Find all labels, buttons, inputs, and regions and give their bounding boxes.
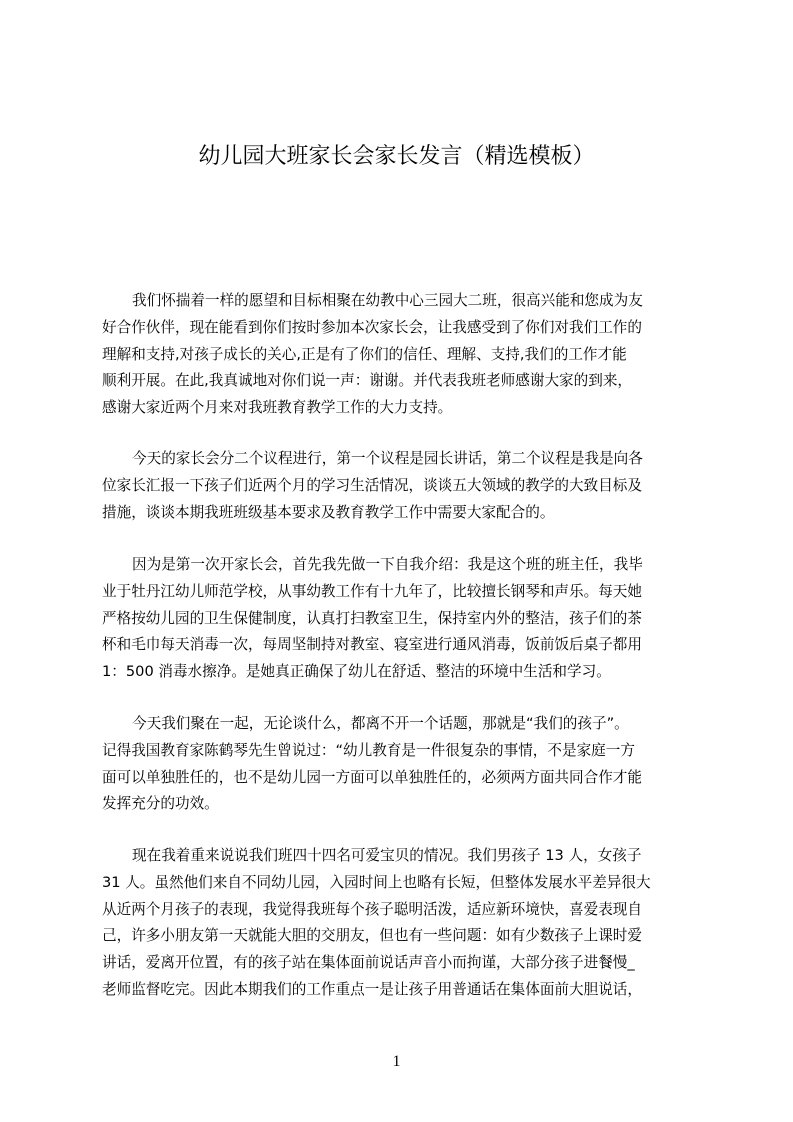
paragraph-line: 顺利开展。在此,我真诚地对你们说一声：谢谢。并代表我班老师感谢大家的到来， <box>102 372 633 390</box>
paragraph-line: 讲话，爱离开位置，有的孩子站在集体面前说话声音小而拘谨，大部分孩子进餐慢_ <box>102 954 635 972</box>
paragraph-line: 己，许多小朋友第一天就能大胆的交朋友，但也有一些问题：如有少数孩子上课时爱 <box>102 927 642 945</box>
paragraph-line: 我们怀揣着一样的愿望和目标相聚在幼教中心三园大二班，很高兴能和您成为友 <box>132 292 643 309</box>
paragraph-line: 面可以单独胜任的，也不是幼儿园一方面可以单独胜任的，必须两方面共同合作才能 <box>102 768 642 786</box>
paragraph-line: 发挥充分的功效。 <box>102 795 219 813</box>
paragraph-line: 位家长汇报一下孩子们近两个月的学习生活情况，谈谈五大领域的教学的大致目标及 <box>102 476 642 494</box>
paragraph-line: 理解和支持,对孩子成长的关心,正是有了你们的信任、理解、支持,我们的工作才能 <box>102 345 627 363</box>
paragraph-line: 因为是第一次开家长会，首先我先做一下自我介绍：我是这个班的班主任，我毕 <box>132 556 643 573</box>
paragraph-line: 从近两个月孩子的表现，我觉得我班每个孩子聪明活泼，适应新环境快，喜爱表现自 <box>102 900 642 918</box>
paragraph-line: 记得我国教育家陈鹤琴先生曾说过：“幼儿教育是一件很复杂的事情，不是家庭一方 <box>102 741 635 759</box>
paragraph-line: 措施，谈谈本期我班班级基本要求及教育教学工作中需要大家配合的。 <box>102 503 555 521</box>
paragraph-line: 严格按幼儿园的卫生保健制度，认真打扫教室卫生，保持室内外的整洁，孩子们的茶 <box>102 609 642 627</box>
paragraph-line: 1：500 消毒水擦净。是她真正确保了幼儿在舒适、整洁的环境中生活和学习。 <box>102 663 611 681</box>
paragraph-line: 杯和毛巾每天消毒一次，每周坚制持对教室、寝室进行通风消毒，饭前饭后桌子都用 <box>102 636 642 654</box>
page-number: 1 <box>392 1053 401 1070</box>
paragraph-line: 31 人。虽然他们来自不同幼儿园，入园时间上也略有长短，但整体发展水平差异很大 <box>102 873 651 891</box>
paragraph-line: 今天我们聚在一起，无论谈什么，都离不开一个话题，那就是“我们的孩子”。 <box>132 715 629 732</box>
paragraph-line: 老师监督吃完。因此本期我们的工作重点一是让孩子用普通话在集体面前大胆说话， <box>102 981 642 998</box>
document-title: 幼儿园大班家长会家长发言（精选模板） <box>198 144 595 169</box>
paragraph-line: 好合作伙伴，现在能看到你们按时参加本次家长会，让我感受到了你们对我们工作的 <box>102 318 642 336</box>
paragraph-line: 现在我着重来说说我们班四十四名可爱宝贝的情况。我们男孩子 13 人，女孩子 <box>132 847 642 864</box>
paragraph-line: 感谢大家近两个月来对我班教育教学工作的大力支持。 <box>102 399 453 417</box>
paragraph-line: 今天的家长会分二个议程进行，第一个议程是园长讲话，第二个议程是我是向各 <box>132 450 643 467</box>
paragraph-line: 业于牡丹江幼儿师范学校，从事幼教工作有十九年了，比较擅长钢琴和声乐。每天她 <box>102 582 642 600</box>
